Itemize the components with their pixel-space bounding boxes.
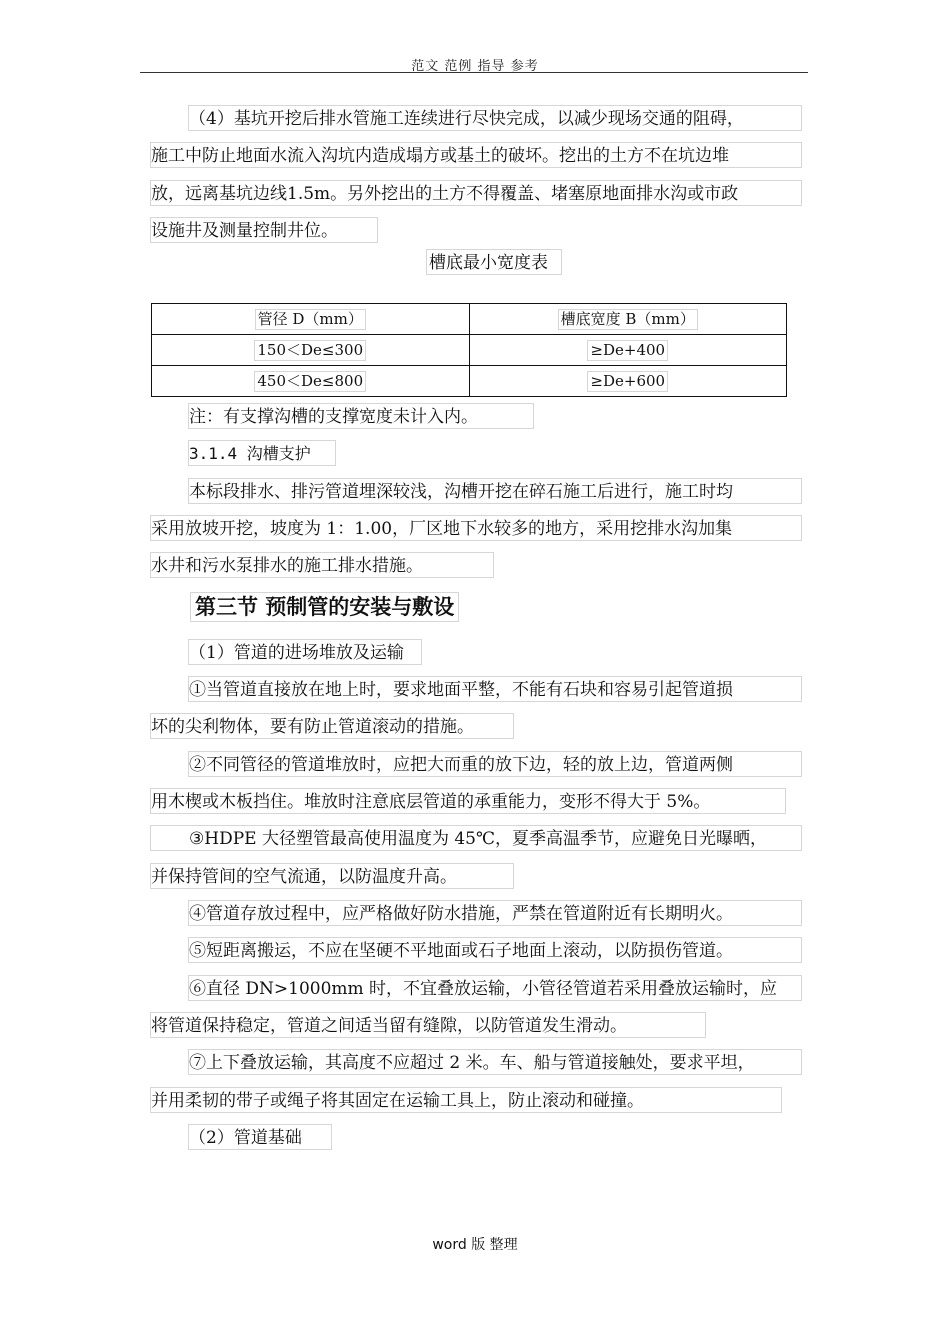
- row1-width: ≥De+400: [587, 340, 668, 361]
- table-cell: [152, 335, 470, 366]
- table-row: [152, 335, 787, 366]
- table-row: [152, 366, 787, 397]
- table-cell: [469, 335, 787, 366]
- item-3-line-1: ③HDPE 大径塑管最高使用温度为 45℃，夏季高温季节，应避免日光曝晒，: [150, 825, 802, 851]
- page-footer: word 版 整理: [432, 1237, 518, 1253]
- table-header-cell: [152, 304, 470, 335]
- para1-line-2: 施工中防止地面水流入沟坑内造成塌方或基土的破坏。挖出的土方不在坑边堆: [150, 142, 802, 168]
- section-314-line-1: 本标段排水、排污管道埋深较浅，沟槽开挖在碎石施工后进行，施工时均: [188, 478, 802, 504]
- item-7-line-1: ⑦上下叠放运输，其高度不应超过 2 米。车、船与管道接触处，要求平坦，: [188, 1049, 802, 1075]
- item-3-line-2: 并保持管间的空气流通，以防温度升高。: [150, 863, 514, 889]
- table-header-row: [152, 304, 787, 335]
- item-4: ④管道存放过程中，应严格做好防水措施，严禁在管道附近有长期明火。: [188, 900, 802, 926]
- row1-diameter: 150＜De≤300: [254, 340, 366, 361]
- para1-line-3: 放，远离基坑边线1.5m。另外挖出的土方不得覆盖、堵塞原地面排水沟或市政: [150, 180, 802, 206]
- header-diameter: 管径 D（mm）: [255, 309, 366, 330]
- table-note: 注：有支撑沟槽的支撑宽度未计入内。: [188, 403, 534, 429]
- min-width-table: [151, 303, 787, 397]
- table-cell: [469, 366, 787, 397]
- item-2-line-1: ②不同管径的管道堆放时，应把大而重的放下边，轻的放上边，管道两侧: [188, 751, 802, 777]
- item-1-line-2: 坏的尖利物体，要有防止管道滚动的措施。: [150, 713, 514, 739]
- para1-line-1: （4）基坑开挖后排水管施工连续进行尽快完成，以减少现场交通的阻碍，: [188, 105, 802, 131]
- page-header: 范文 范例 指导 参考: [411, 59, 539, 74]
- section-314-title: 3.1.4 沟槽支护: [188, 440, 336, 466]
- header-width: 槽底宽度 B（mm）: [558, 309, 698, 330]
- table-cell: [152, 366, 470, 397]
- item-7-line-2: 并用柔韧的带子或绳子将其固定在运输工具上，防止滚动和碰撞。: [150, 1087, 782, 1113]
- section-314-line-3: 水井和污水泵排水的施工排水措施。: [150, 552, 494, 578]
- table-header-cell: [469, 304, 787, 335]
- item-1-line-1: ①当管道直接放在地上时，要求地面平整，不能有石块和容易引起管道损: [188, 676, 802, 702]
- section-314-line-2: 采用放坡开挖，坡度为 1：1.00，厂区地下水较多的地方，采用挖排水沟加集: [150, 515, 802, 541]
- subsection-1-title: （1）管道的进场堆放及运输: [188, 639, 422, 665]
- item-6-line-1: ⑥直径 DN>1000mm 时，不宜叠放运输，小管径管道若采用叠放运输时，应: [188, 975, 802, 1001]
- para1-line-4: 设施井及测量控制井位。: [150, 217, 378, 243]
- item-6-line-2: 将管道保持稳定，管道之间适当留有缝隙，以防管道发生滑动。: [150, 1012, 706, 1038]
- item-5: ⑤短距离搬运，不应在坚硬不平地面或石子地面上滚动，以防损伤管道。: [188, 937, 802, 963]
- row2-diameter: 450＜De≤800: [254, 371, 366, 392]
- header-divider: [140, 72, 808, 73]
- subsection-2-title: （2）管道基础: [188, 1124, 332, 1150]
- item-2-line-2: 用木楔或木板挡住。堆放时注意底层管道的承重能力，变形不得大于 5%。: [150, 788, 786, 814]
- section-heading: 第三节 预制管的安装与敷设: [190, 592, 459, 622]
- table-caption: 槽底最小宽度表: [426, 249, 562, 275]
- row2-width: ≥De+600: [587, 371, 668, 392]
